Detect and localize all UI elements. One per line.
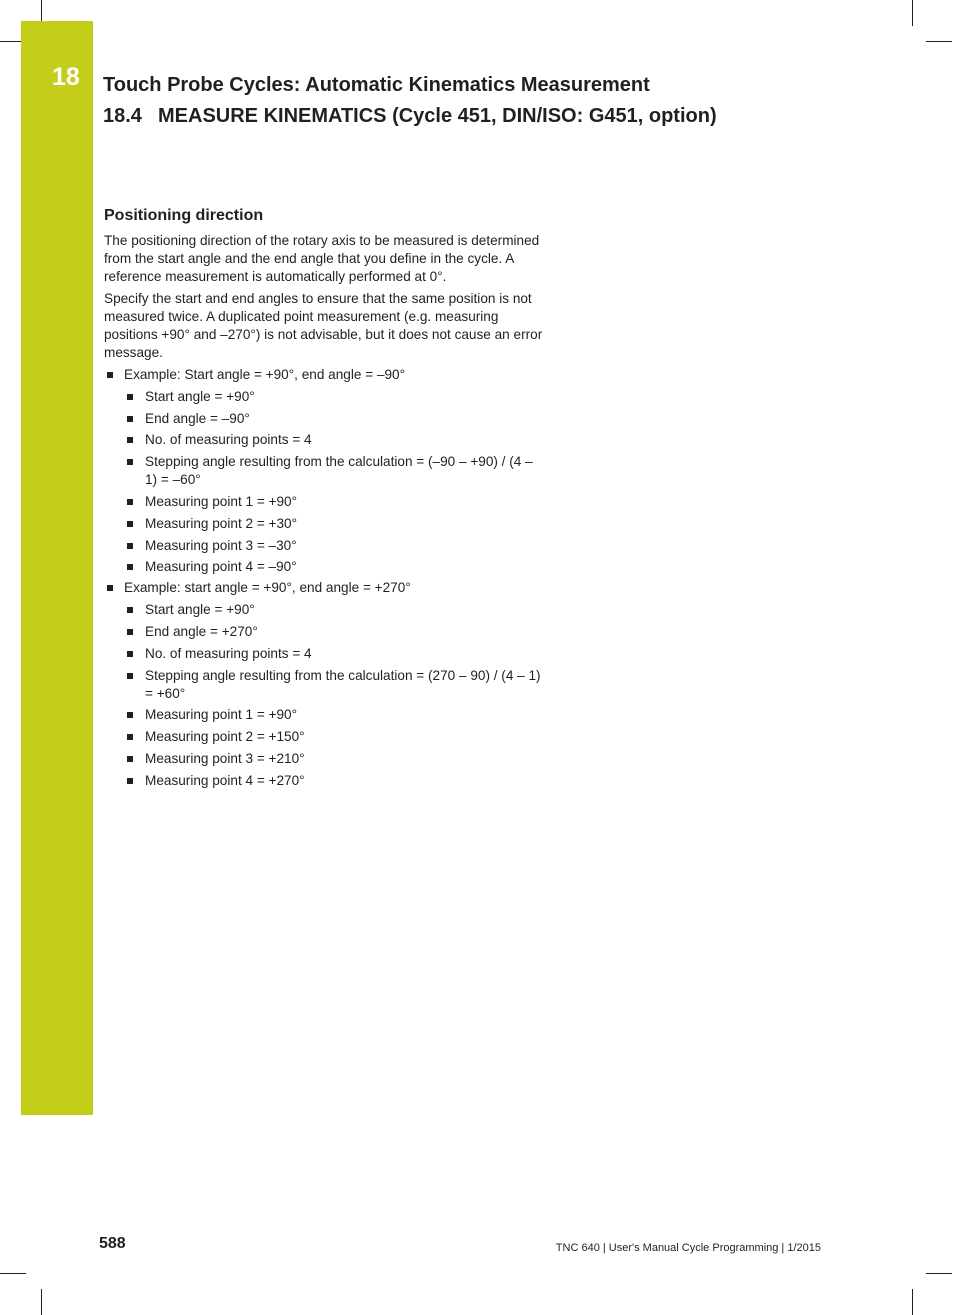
chapter-title: Touch Probe Cycles: Automatic Kinematics Measurement — [103, 74, 650, 96]
crop-mark — [926, 41, 952, 42]
page-number: 588 — [99, 1235, 126, 1252]
list-item — [124, 728, 544, 746]
section-title-text: MEASURE KINEMATICS (Cycle 451, DIN/ISO: G451, option) — [158, 105, 717, 127]
list-item-text: Start angle = +90° — [145, 602, 255, 618]
list-item — [124, 772, 544, 790]
square-bullet-icon — [127, 756, 133, 762]
example-label: Example: Start angle = +90°, end angle = –90° — [124, 367, 406, 382]
list-item-text: Measuring point 2 = +150° — [145, 729, 305, 745]
list-item — [124, 431, 544, 449]
list-item — [124, 706, 544, 724]
crop-mark — [0, 1273, 26, 1274]
list-item-text: Stepping angle resulting from the calculation = (–90 – +90) / (4 – 1) = –60° — [145, 454, 533, 488]
list-item-text: Measuring point 1 = +90° — [145, 707, 298, 723]
square-bullet-icon — [127, 607, 133, 613]
square-bullet-icon — [127, 734, 133, 740]
square-bullet-icon — [127, 712, 133, 718]
square-bullet-icon — [127, 459, 133, 465]
list-item-text: Stepping angle resulting from the calculation = (270 – 90) / (4 – 1) = +60° — [145, 667, 541, 701]
list-item — [124, 493, 544, 511]
list-item — [124, 537, 544, 555]
list-item — [124, 623, 544, 641]
list-item-text: No. of measuring points = 4 — [145, 432, 312, 448]
paragraph: Specify the start and end angles to ensure that the same position is not measured twice. A duplicated point measurement (e.g. measuring positions +90° and –270°) is not advisable, but it does not cause an error message. — [104, 291, 543, 360]
list-item-text: Measuring point 2 = +30° — [145, 515, 298, 531]
list-item-text: Measuring point 1 = +90° — [145, 493, 298, 509]
square-bullet-icon — [107, 585, 113, 591]
list-item — [124, 558, 544, 576]
square-bullet-icon — [127, 651, 133, 657]
crop-mark — [41, 1289, 42, 1315]
chapter-number: 18 — [52, 63, 80, 91]
example-label: Example: start angle = +90°, end angle = +270° — [124, 580, 411, 596]
crop-mark — [912, 1289, 913, 1315]
paragraph: The positioning direction of the rotary axis to be measured is determined from the start angle and the end angle that you define in the cycle. A reference measurement is automatically performed at 0°. — [104, 233, 540, 284]
list-item-text: End angle = +270° — [145, 623, 258, 639]
square-bullet-icon — [127, 521, 133, 527]
square-bullet-icon — [127, 437, 133, 443]
list-item — [124, 667, 544, 703]
square-bullet-icon — [127, 394, 133, 400]
example-sublist — [124, 601, 544, 790]
list-item-text: Measuring point 3 = +210° — [145, 750, 305, 766]
list-item-text: Measuring point 4 = +270° — [145, 772, 305, 788]
square-bullet-icon — [127, 673, 133, 679]
chapter-sidebar — [21, 21, 93, 1115]
list-item — [124, 388, 544, 406]
list-item — [124, 601, 544, 619]
main-content — [104, 206, 544, 790]
list-item — [124, 453, 544, 489]
square-bullet-icon — [107, 372, 113, 378]
list-item-text: No. of measuring points = 4 — [145, 645, 312, 661]
square-bullet-icon — [127, 778, 133, 784]
square-bullet-icon — [127, 629, 133, 635]
list-item-text: Start angle = +90° — [145, 388, 255, 404]
list-item — [124, 515, 544, 533]
square-bullet-icon — [127, 499, 133, 505]
list-item — [124, 750, 544, 768]
crop-mark — [926, 1273, 952, 1274]
example-item — [104, 366, 544, 576]
example-list — [104, 366, 544, 790]
section-number: 18.4 — [103, 105, 142, 127]
list-item-text: Measuring point 3 = –30° — [145, 537, 297, 553]
list-item — [124, 410, 544, 428]
square-bullet-icon — [127, 543, 133, 549]
list-item-text: End angle = –90° — [145, 410, 250, 426]
list-item-text: Measuring point 4 = –90° — [145, 559, 297, 575]
crop-mark — [912, 0, 913, 26]
list-item — [124, 645, 544, 663]
square-bullet-icon — [127, 416, 133, 422]
footer-document-info: TNC 640 | User's Manual Cycle Programming | 1/2015 — [555, 1242, 821, 1254]
section-title — [103, 103, 717, 129]
subsection-heading: Positioning direction — [104, 207, 264, 224]
square-bullet-icon — [127, 564, 133, 570]
example-sublist — [124, 388, 544, 577]
example-item — [104, 579, 544, 789]
